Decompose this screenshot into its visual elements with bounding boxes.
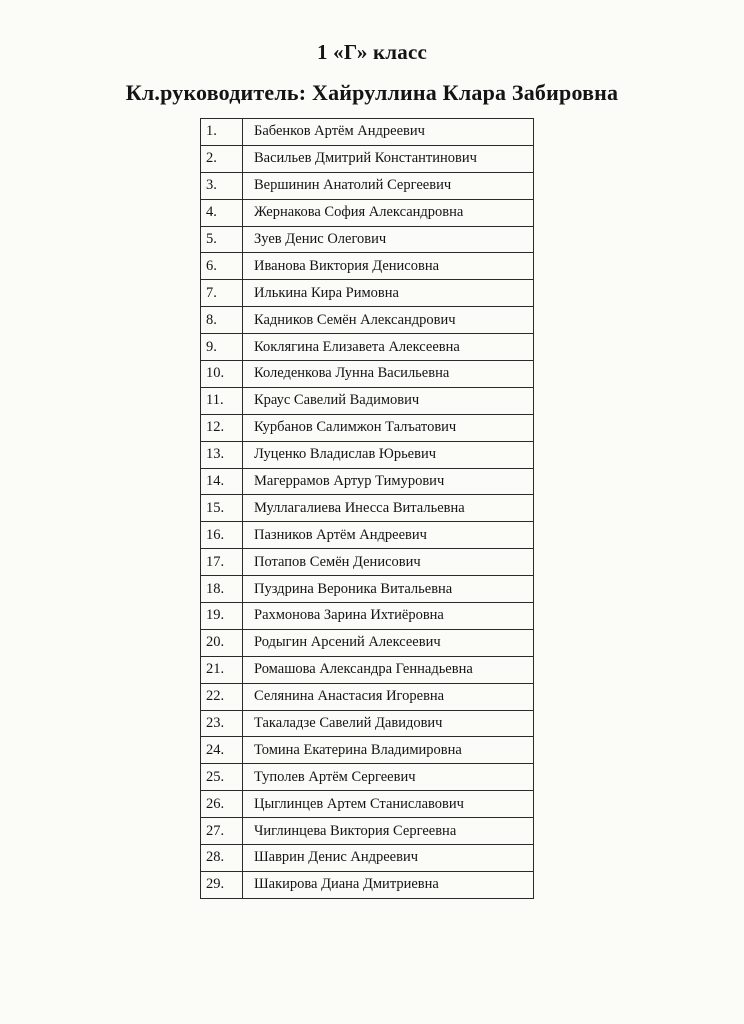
- row-number: 23.: [201, 710, 243, 737]
- table-row: [201, 280, 534, 307]
- row-number: 17.: [201, 549, 243, 576]
- student-list-body: [201, 119, 534, 899]
- row-number: 11.: [201, 387, 243, 414]
- table-row: [201, 414, 534, 441]
- student-name: Туполев Артём Сергеевич: [243, 764, 534, 791]
- student-name: Краус Савелий Вадимович: [243, 387, 534, 414]
- student-name: Илькина Кира Римовна: [243, 280, 534, 307]
- student-name: Цыглинцев Артем Станиславович: [243, 791, 534, 818]
- row-number: 2.: [201, 145, 243, 172]
- student-name: Вершинин Анатолий Сергеевич: [243, 172, 534, 199]
- table-row: [201, 576, 534, 603]
- student-name: Луценко Владислав Юрьевич: [243, 441, 534, 468]
- student-name: Шакирова Диана Дмитриевна: [243, 871, 534, 898]
- document-header: [0, 38, 744, 108]
- row-number: 16.: [201, 522, 243, 549]
- row-number: 25.: [201, 764, 243, 791]
- student-name: Магеррамов Артур Тимурович: [243, 468, 534, 495]
- row-number: 29.: [201, 871, 243, 898]
- table-row: [201, 172, 534, 199]
- student-name: Томина Екатерина Владимировна: [243, 737, 534, 764]
- student-name: Муллагалиева Инесса Витальевна: [243, 495, 534, 522]
- row-number: 22.: [201, 683, 243, 710]
- table-row: [201, 334, 534, 361]
- row-number: 5.: [201, 226, 243, 253]
- table-row: [201, 710, 534, 737]
- table-row: [201, 253, 534, 280]
- student-name: Селянина Анастасия Игоревна: [243, 683, 534, 710]
- table-row: [201, 468, 534, 495]
- row-number: 1.: [201, 119, 243, 146]
- class-teacher-line: Кл.руководитель: Хайруллина Клара Забировна: [125, 80, 619, 105]
- table-row: [201, 764, 534, 791]
- table-row: [201, 145, 534, 172]
- row-number: 19.: [201, 603, 243, 630]
- row-number: 8.: [201, 307, 243, 334]
- row-number: 18.: [201, 576, 243, 603]
- table-row: [201, 683, 534, 710]
- table-row: [201, 387, 534, 414]
- student-name: Потапов Семён Денисович: [243, 549, 534, 576]
- student-name: Жернакова София Александровна: [243, 199, 534, 226]
- row-number: 13.: [201, 441, 243, 468]
- row-number: 10.: [201, 361, 243, 388]
- student-name: Ромашова Александра Геннадьевна: [243, 656, 534, 683]
- table-row: [201, 226, 534, 253]
- row-number: 24.: [201, 737, 243, 764]
- table-row: [201, 495, 534, 522]
- table-row: [201, 656, 534, 683]
- table-row: [201, 549, 534, 576]
- student-name: Чиглинцева Виктория Сергеевна: [243, 818, 534, 845]
- student-name: Курбанов Салимжон Талъатович: [243, 414, 534, 441]
- class-title: 1 «Г» класс: [316, 40, 428, 64]
- row-number: 6.: [201, 253, 243, 280]
- row-number: 26.: [201, 791, 243, 818]
- student-name: Кадников Семён Александрович: [243, 307, 534, 334]
- table-row: [201, 737, 534, 764]
- student-name: Родыгин Арсений Алексеевич: [243, 629, 534, 656]
- row-number: 4.: [201, 199, 243, 226]
- row-number: 28.: [201, 845, 243, 872]
- row-number: 20.: [201, 629, 243, 656]
- student-name: Такаладзе Савелий Давидович: [243, 710, 534, 737]
- table-row: [201, 603, 534, 630]
- table-row: [201, 361, 534, 388]
- table-row: [201, 871, 534, 898]
- table-row: [201, 307, 534, 334]
- row-number: 7.: [201, 280, 243, 307]
- row-number: 27.: [201, 818, 243, 845]
- row-number: 9.: [201, 334, 243, 361]
- student-name: Пуздрина Вероника Витальевна: [243, 576, 534, 603]
- student-name: Коледенкова Лунна Васильевна: [243, 361, 534, 388]
- row-number: 21.: [201, 656, 243, 683]
- table-row: [201, 791, 534, 818]
- table-row: [201, 629, 534, 656]
- student-name: Бабенков Артём Андреевич: [243, 119, 534, 146]
- table-row: [201, 199, 534, 226]
- table-row: [201, 119, 534, 146]
- student-list-table: [200, 118, 534, 899]
- row-number: 3.: [201, 172, 243, 199]
- student-name: Рахмонова Зарина Ихтиёровна: [243, 603, 534, 630]
- row-number: 15.: [201, 495, 243, 522]
- student-name: Шаврин Денис Андреевич: [243, 845, 534, 872]
- row-number: 14.: [201, 468, 243, 495]
- student-name: Пазников Артём Андреевич: [243, 522, 534, 549]
- student-name: Васильев Дмитрий Константинович: [243, 145, 534, 172]
- table-row: [201, 818, 534, 845]
- table-row: [201, 845, 534, 872]
- student-name: Зуев Денис Олегович: [243, 226, 534, 253]
- row-number: 12.: [201, 414, 243, 441]
- student-name: Иванова Виктория Денисовна: [243, 253, 534, 280]
- table-row: [201, 441, 534, 468]
- student-name: Коклягина Елизавета Алексеевна: [243, 334, 534, 361]
- table-row: [201, 522, 534, 549]
